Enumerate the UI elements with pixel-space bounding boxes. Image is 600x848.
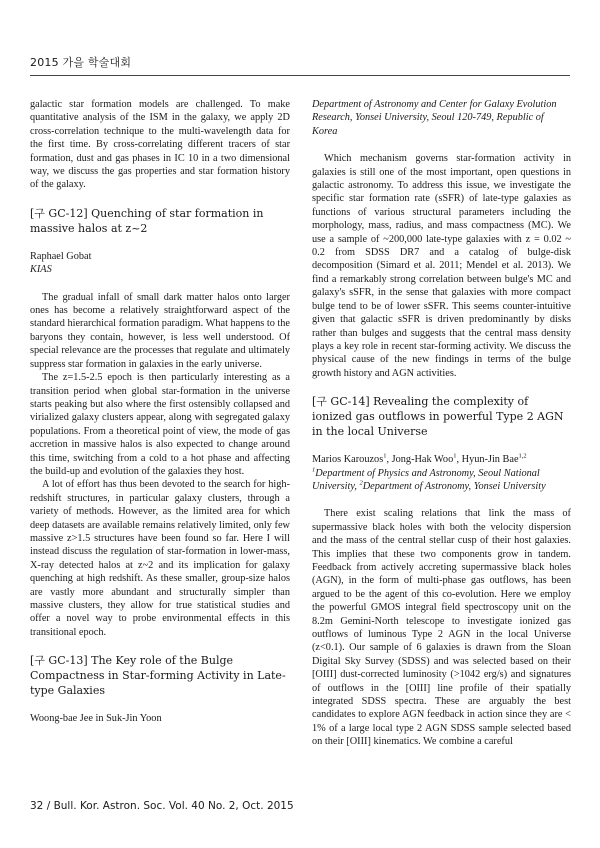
gc14-title: [구 GC-14] Revealing the complexity of ionized gas outflows in powerful Type 2 AGN in the local Universe [312, 395, 564, 439]
left-column [30, 98, 290, 726]
gc12-affiliation: KIAS [30, 264, 52, 276]
gc12-paragraph-3: A lot of effort has thus been devoted to the search for high-redshift structures, in particular galaxy clusters, through a variety of methods. However, as the limited area for which deep datasets are available remains relatively limited, only few massive z>1.5 structures have been found so far. Here I will instead discuss the regulation of star-formation in lower-mass, X-ray detected halos at z~2 and its implication for galaxy quenching at high redshift. As these smaller, group-size halos are vastly more abundant and structurally simpler than massive clusters, they allow for true statistical studies and offer a novel way to probe environmental effects in this transitional epoch. [30, 479, 290, 638]
affil-2-mark: 2 [359, 479, 363, 487]
author-3: , Hyun-Jin Bae [456, 454, 519, 466]
right-column [312, 98, 571, 749]
gc13-author: Woong-bae Jee in Suk-Jin Yoon [30, 713, 162, 725]
gc12-title: [구 GC-12] Quenching of star formation in massive halos at z~2 [30, 206, 264, 235]
continued-paragraph: galactic star formation models are challenged. To make quantitative analysis of the ISM in the galaxy, we apply 2D cross-correlation technique to the multi-wavelength data for the first time. By cross-correlating different tracers of star formation, dust and gas phases in IC 10 in a two dimensional way, we discuss the gas properties and star formation history of the galaxy. [30, 99, 290, 191]
author-3-affil-mark: 1,2 [518, 452, 527, 460]
affil-1: Department of Physics and Astronomy, Seoul National University, [312, 467, 540, 492]
gc14-authors [312, 453, 571, 466]
running-header: 2015 가을 학술대회 [30, 56, 132, 69]
gc12-author: Raphael Gobat [30, 250, 92, 262]
author-1: Marios Karouzos [312, 454, 384, 466]
gc13-paragraph: Which mechanism governs star-formation activity in galaxies is still one of the most important, open questions in galactic astronomy. To address this issue, we investigate the specific star formation rate (sSFR) of late-type galaxies as functions of various structural parameters including the morphology, mass, radius, and mass compactness (MC). We use a sample of ~200,000 late-type galaxies with z = 0.02 ~ 0.2 from SDSS DR7 and a catalog of bulge-disk decomposition (Simard et al. 2011; Mendel et al. 2013). We find a remarkably strong correlation between bulge's MC and galaxy's sSFR, in the sense that galaxies with more compact bulge tend to be of lower sSFR. This seems counter-intuitive given that galactic sSFR is driven predominantly by disks rather than bulges and suggests that the central mass density plays a key role in recent star-forming activity. We discuss the physical cause of the new findings in terms of the bulge growth history and AGN activities. [312, 153, 571, 379]
affil-1-mark: 1 [312, 466, 316, 474]
author-2-affil-mark: 1 [453, 452, 457, 460]
gc12-paragraph-1: The gradual infall of small dark matter halos onto larger ones has become a relatively straightforward aspect of the standard hierarchical formation paradigm. What happens to the baryons they contain, however, is less well understood. Of special relevance are the processes that regulate and ultimately suppress star formation in galaxies in the early universe. [30, 291, 290, 370]
gc13-affiliation: Department of Astronomy and Center for Galaxy Evolution Research, Yonsei University, Seoul 120-749, Republic of Korea [312, 99, 557, 137]
page-footer: 32 / Bull. Kor. Astron. Soc. Vol. 40 No. 2, Oct. 2015 [30, 800, 294, 812]
gc14-paragraph: There exist scaling relations that link the mass of supermassive black holes with both the velocity dispersion and the mass of the central stellar cusp of their host galaxies. This implies that these two components grow in tandem. Feedback from actively accreting supermassive black holes (AGN), in the form of multi-phase gas outflows, has been argued to be the agent of this co-evolution. Here we employ the powerful GMOS integral field spectroscopy unit on the 8.2m Gemini-North telescope to investigate ionized gas outflows of luminous Type 2 AGN in the local Universe (z<0.1). Our sample of 6 galaxies is drawn from the Sloan Digital Sky Survey (SDSS) and was selected based on their [OIII] dust-corrected luminosity (>1042 erg/s) and signatures of outflows in the [OIII] line profile of their spatially integrated SDSS spectra. These are arguably the best candidates to explore AGN feedback in action since they are < 1% of a large local type 2 AGN SDSS sample selected based on their [OIII] kinematics. We combine a careful [312, 508, 571, 748]
affil-2: Department of Astronomy, Yonsei University [362, 480, 546, 492]
author-1-affil-mark: 1 [383, 452, 387, 460]
gc12-paragraph-2: The z=1.5-2.5 epoch is then particularly interesting as a transition period when global star-formation in the universe starts peaking but also where the first ostensibly collapsed and virialized galaxy clusters appear, along with segregated galaxy populations. From a theoretical point of view, the mode of gas accretion in massive halos is also expected to change around this time, switching from a cold to a hot phase and affecting the build-up and evolution of the galaxies they host. [30, 372, 290, 477]
gc14-affiliations [312, 467, 571, 494]
header-rule [30, 75, 570, 76]
gc13-title: [구 GC-13] The Key role of the Bulge Compactness in Star-forming Activity in Late-type Galaxies [30, 654, 286, 698]
author-2: , Jong-Hak Woo [386, 454, 454, 466]
